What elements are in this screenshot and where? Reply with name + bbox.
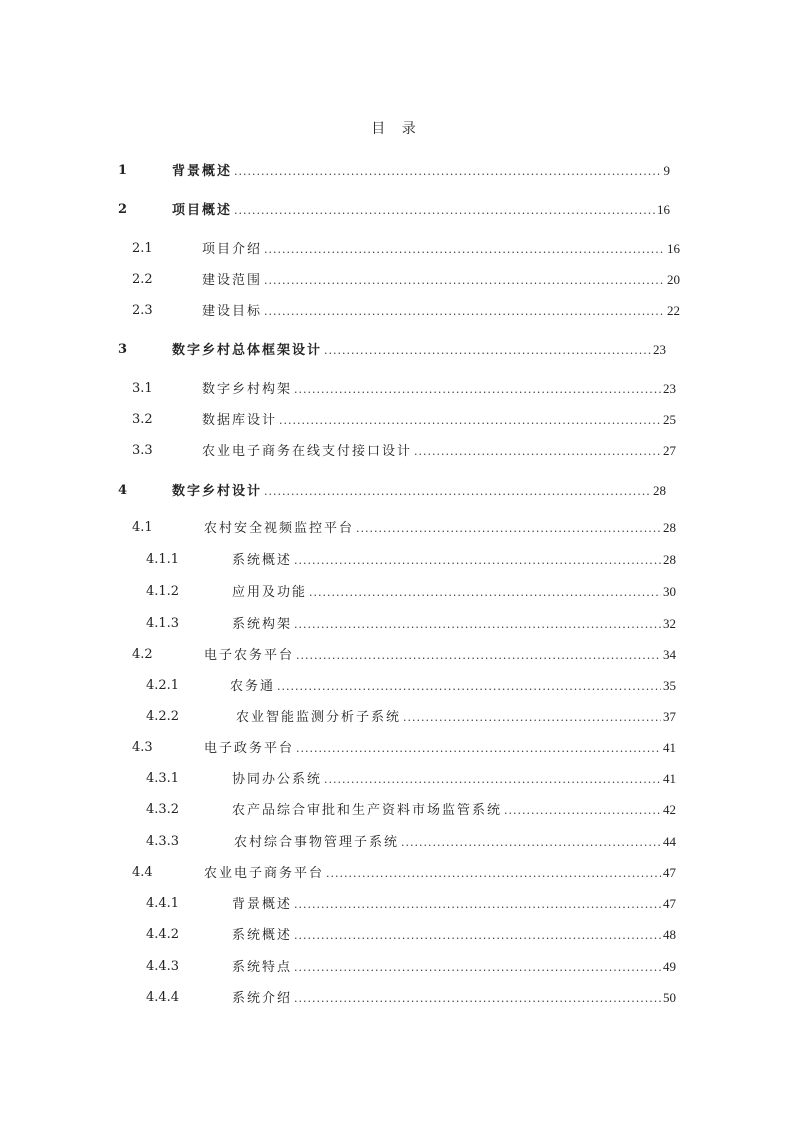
toc-entry-number: 4.4.3 [146,959,180,974]
toc-entry-title: 农村安全视频监控平台 [204,521,355,536]
toc-dot-leader [294,959,661,977]
toc-entry[interactable] [146,926,676,944]
toc-dot-leader [296,740,661,758]
toc-entry-number: 4.3.3 [146,834,180,849]
toc-dot-leader [264,272,665,290]
toc-entry[interactable] [146,833,676,851]
toc-entry-title: 数字乡村总体框架设计 [172,343,323,358]
toc-entry-title: 应用及功能 [232,585,308,600]
toc-entry-number: 3.2 [132,412,153,427]
toc-dot-leader [324,342,651,360]
toc-entry[interactable] [118,341,666,359]
toc-entry-title: 建设目标 [202,304,263,319]
toc-dot-leader [264,303,665,321]
toc-entry-title: 建设范围 [202,273,263,288]
toc-entry-page: 41 [663,771,676,786]
toc-entry-page: 30 [663,584,676,599]
toc-dot-leader [234,202,655,220]
toc-entry-title: 农产品综合审批和生产资料市场监管系统 [232,803,503,818]
toc-entry-number: 4.2.2 [146,709,180,724]
toc-entry-title: 系统介绍 [232,991,293,1006]
toc-entry[interactable] [132,519,676,537]
toc-dot-leader [277,678,661,696]
toc-entry-page: 28 [663,520,676,535]
toc-entry-page: 22 [667,303,680,318]
toc-entry[interactable] [132,864,676,882]
toc-entry-title: 系统概述 [232,928,293,943]
toc-entry-page: 9 [663,163,670,178]
toc-entry-page: 34 [663,647,676,662]
toc-entry-number: 3 [118,342,128,357]
toc-dot-leader [324,771,661,789]
toc-entry[interactable] [132,442,676,460]
toc-dot-leader [296,647,661,665]
toc-entry-title: 背景概述 [232,897,293,912]
toc-entry-title: 电子政务平台 [204,741,295,756]
toc-entry-page: 16 [657,202,670,217]
toc-entry-title: 项目介绍 [202,242,263,257]
toc-entry-page: 27 [663,443,676,458]
toc-entry-page: 47 [663,896,676,911]
toc-entry[interactable] [132,739,676,757]
toc-dot-leader [264,241,665,259]
toc-dot-leader [326,865,661,883]
toc-entry-number: 4 [118,483,128,498]
toc-entry-number: 4.3.2 [146,802,180,817]
toc-entry[interactable] [146,895,676,913]
toc-entry[interactable] [132,380,676,398]
toc-entry-title: 系统概述 [232,553,293,568]
toc-dot-leader [504,802,661,820]
toc-entry-page: 47 [663,865,676,880]
toc-entry-title: 数字乡村构架 [202,382,293,397]
toc-entry-title: 农业智能监测分析子系统 [236,710,402,725]
toc-entry[interactable] [132,302,680,320]
toc-title: 目 录 [371,121,422,137]
toc-entry-page: 41 [663,740,676,755]
toc-entry[interactable] [132,646,676,664]
toc-entry-page: 32 [663,616,676,631]
toc-entry-number: 4.1.2 [146,584,180,599]
toc-entry[interactable] [146,677,676,695]
toc-dot-leader [294,381,661,399]
toc-entry-number: 4.1.3 [146,616,180,631]
toc-entry-title: 电子农务平台 [204,648,295,663]
toc-entry-page: 37 [663,709,676,724]
toc-dot-leader [294,990,661,1008]
toc-entry-page: 16 [667,241,680,256]
toc-dot-leader [414,443,661,461]
toc-entry[interactable] [146,958,676,976]
toc-dot-leader [294,552,661,570]
toc-entry-number: 4.2.1 [146,678,180,693]
toc-entry-title: 背景概述 [172,164,233,179]
toc-entry[interactable] [118,482,666,500]
toc-entry-title: 数据库设计 [202,413,278,428]
toc-entry[interactable] [146,989,676,1007]
toc-entry-title: 农业电子商务在线支付接口设计 [202,444,413,459]
toc-dot-leader [294,896,661,914]
toc-entry-number: 1 [118,163,128,178]
toc-entry-number: 4.4.2 [146,927,180,942]
toc-entry-title: 农务通 [230,679,276,694]
toc-entry-page: 25 [663,412,676,427]
toc-dot-leader [309,584,661,602]
toc-dot-leader [403,709,661,727]
toc-entry-number: 4.4.1 [146,896,180,911]
toc-entry-page: 35 [663,678,676,693]
toc-entry-page: 20 [667,272,680,287]
toc-entry[interactable] [146,583,676,601]
toc-entry-title: 农村综合事物管理子系统 [234,835,400,850]
toc-entry[interactable] [132,411,676,429]
toc-entry-page: 23 [653,342,666,357]
toc-entry-page: 44 [663,834,676,849]
toc-entry-page: 28 [653,483,666,498]
toc-entry-title: 数字乡村设计 [172,484,263,499]
toc-entry[interactable] [132,240,680,258]
toc-dot-leader [294,927,661,945]
toc-entry-title: 项目概述 [172,203,233,218]
toc-entry-title: 协同办公系统 [232,772,323,787]
toc-entry-page: 48 [663,927,676,942]
toc-entry[interactable] [132,271,680,289]
toc-entry-page: 23 [663,381,676,396]
toc-entry-number: 4.1.1 [146,552,180,567]
toc-entry-number: 4.4 [132,865,153,880]
toc-entry-number: 4.1 [132,520,153,535]
toc-entry-title: 系统特点 [232,960,293,975]
toc-entry-number: 2.3 [132,303,153,318]
toc-dot-leader [264,483,651,501]
toc-entry-page: 50 [663,990,676,1005]
toc-entry[interactable] [118,162,670,180]
toc-entry-page: 49 [663,959,676,974]
toc-entry-number: 4.4.4 [146,990,180,1005]
toc-dot-leader [356,520,661,538]
toc-entry[interactable] [146,551,676,569]
toc-dot-leader [401,834,661,852]
toc-entry-number: 3.1 [132,381,153,396]
toc-dot-leader [294,616,661,634]
toc-entry-number: 3.3 [132,443,153,458]
toc-entry-title: 农业电子商务平台 [204,866,325,881]
toc-dot-leader [234,163,661,181]
toc-entry[interactable] [146,801,676,819]
toc-entry[interactable] [146,770,676,788]
toc-entry[interactable] [146,615,676,633]
toc-entry[interactable] [146,708,676,726]
toc-entry-page: 28 [663,552,676,567]
toc-entry-number: 4.3 [132,740,153,755]
toc-entry-number: 2 [118,202,128,217]
toc-dot-leader [279,412,661,430]
toc-entry-title: 系统构架 [232,617,293,632]
toc-entry-number: 2.2 [132,272,153,287]
toc-entry-number: 2.1 [132,241,153,256]
toc-entry[interactable] [118,201,670,219]
toc-entry-number: 4.2 [132,647,153,662]
toc-entry-number: 4.3.1 [146,771,180,786]
toc-entry-page: 42 [663,802,676,817]
